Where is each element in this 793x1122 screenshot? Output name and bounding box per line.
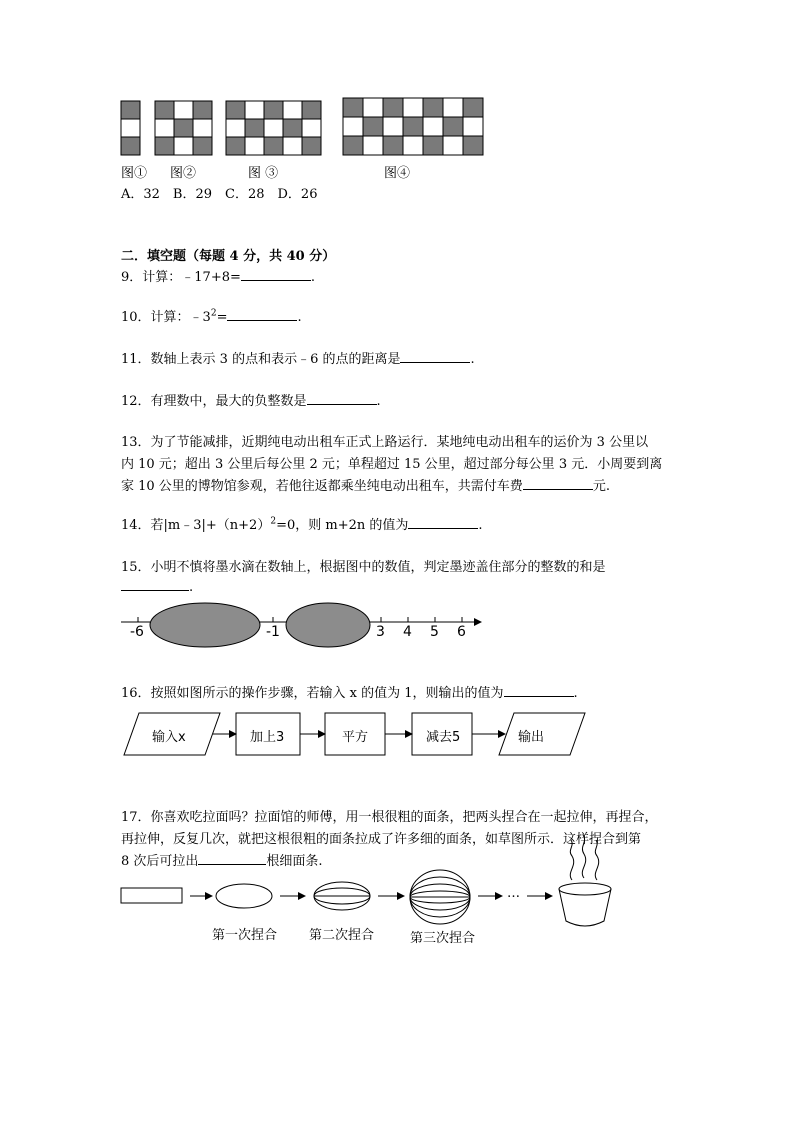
axis-label-neg6: -6	[130, 624, 144, 640]
noodle-fold-1	[216, 884, 272, 908]
figure-label-2: 图②	[170, 166, 197, 181]
q14-sup: 2	[270, 516, 277, 527]
q17-line3-pre: 8 次后可拉出	[121, 854, 199, 869]
flow-add-label: 加上3	[250, 730, 285, 745]
axis-label-neg1: -1	[266, 624, 280, 640]
flow-output-label: 输出	[518, 730, 545, 745]
q14-end: .	[478, 518, 483, 533]
q13-line3-post: 元.	[592, 479, 610, 494]
q17-line3-post: 根细面条.	[266, 854, 323, 869]
noodle-fold-3	[410, 870, 470, 924]
flow-square-label: 平方	[342, 730, 369, 745]
question-13-line-1: 13．为了节能减排，近期纯电动出租车正式上路运行．某地纯电动出租车的运价为 3 公里以	[121, 435, 649, 450]
q16-text: 16．按照如图所示的操作步骤，若输入 x 的值为 1，则输出的值为	[121, 686, 504, 701]
figure-label-1: 图①	[121, 166, 148, 181]
axis-label-6: 6	[457, 624, 466, 640]
flow-subtract-label: 减去5	[426, 730, 461, 745]
noodle-bowl	[559, 835, 611, 926]
q10-pre: 10．计算：﹣3	[121, 310, 211, 325]
q12-end: .	[376, 394, 381, 409]
q9-end: .	[310, 270, 316, 285]
thick-noodle	[121, 888, 182, 903]
q11-text: 11．数轴上表示 3 的点和表示﹣6 的点的距离是	[121, 352, 401, 367]
q14-pre: 14．若|m﹣3|+（n+2）	[121, 518, 271, 533]
q11-end: .	[470, 352, 475, 367]
noodle-fold-2	[314, 882, 370, 910]
question-15-line-1: 15．小明不慎将墨水滴在数轴上，根据图中的数值，判定墨迹盖住部分的整数的和是	[121, 560, 606, 575]
q15-end: .	[189, 580, 194, 595]
figure-label-3: 图 ③	[248, 166, 279, 181]
q14-post: =0，则 m+2n 的值为	[276, 518, 409, 533]
axis-label-3: 3	[376, 624, 385, 640]
q10-post: =	[216, 310, 228, 325]
caption-fold-1: 第一次捏合	[212, 928, 278, 943]
axis-label-4: 4	[403, 624, 412, 640]
question-17-line-2: 再拉伸，反复几次，就把这根很粗的面条拉成了许多细的面条，如草图所示．这样捏合到第	[121, 832, 642, 847]
question-17-line-1: 17．你喜欢吃拉面吗？拉面馆的师傅，用一根很粗的面条，把两头捏合在一起拉伸，再捏合，	[121, 810, 658, 825]
q12-text: 12．有理数中，最大的负整数是	[121, 394, 307, 409]
figure-label-4: 图④	[384, 166, 411, 181]
q13-line3-pre: 家 10 公里的博物馆参观，若他往返都乘坐纯电动出租车，共需付车费	[121, 479, 523, 494]
flow-input-label: 输入x	[152, 730, 186, 745]
axis-label-5: 5	[430, 624, 439, 640]
q10-end: .	[297, 310, 302, 325]
question-13-line-2: 内 10 元；超出 3 公里后每公里 2 元；单程超过 15 公里，超过部分每公里 3 元．小周要到离	[121, 457, 663, 472]
q8-options: A．32 B．29 C．28 D．26	[121, 187, 318, 202]
q9-text: 9．计算：﹣17+8=	[121, 270, 241, 285]
caption-fold-2: 第二次捏合	[309, 928, 375, 943]
caption-fold-3: 第三次捏合	[410, 931, 476, 946]
q16-end: .	[573, 686, 578, 701]
noodle-ellipsis: …	[507, 886, 520, 901]
section-heading: 二．填空题（每题 4 分，共 40 分）	[121, 249, 336, 264]
q10-sup: 2	[210, 308, 217, 319]
